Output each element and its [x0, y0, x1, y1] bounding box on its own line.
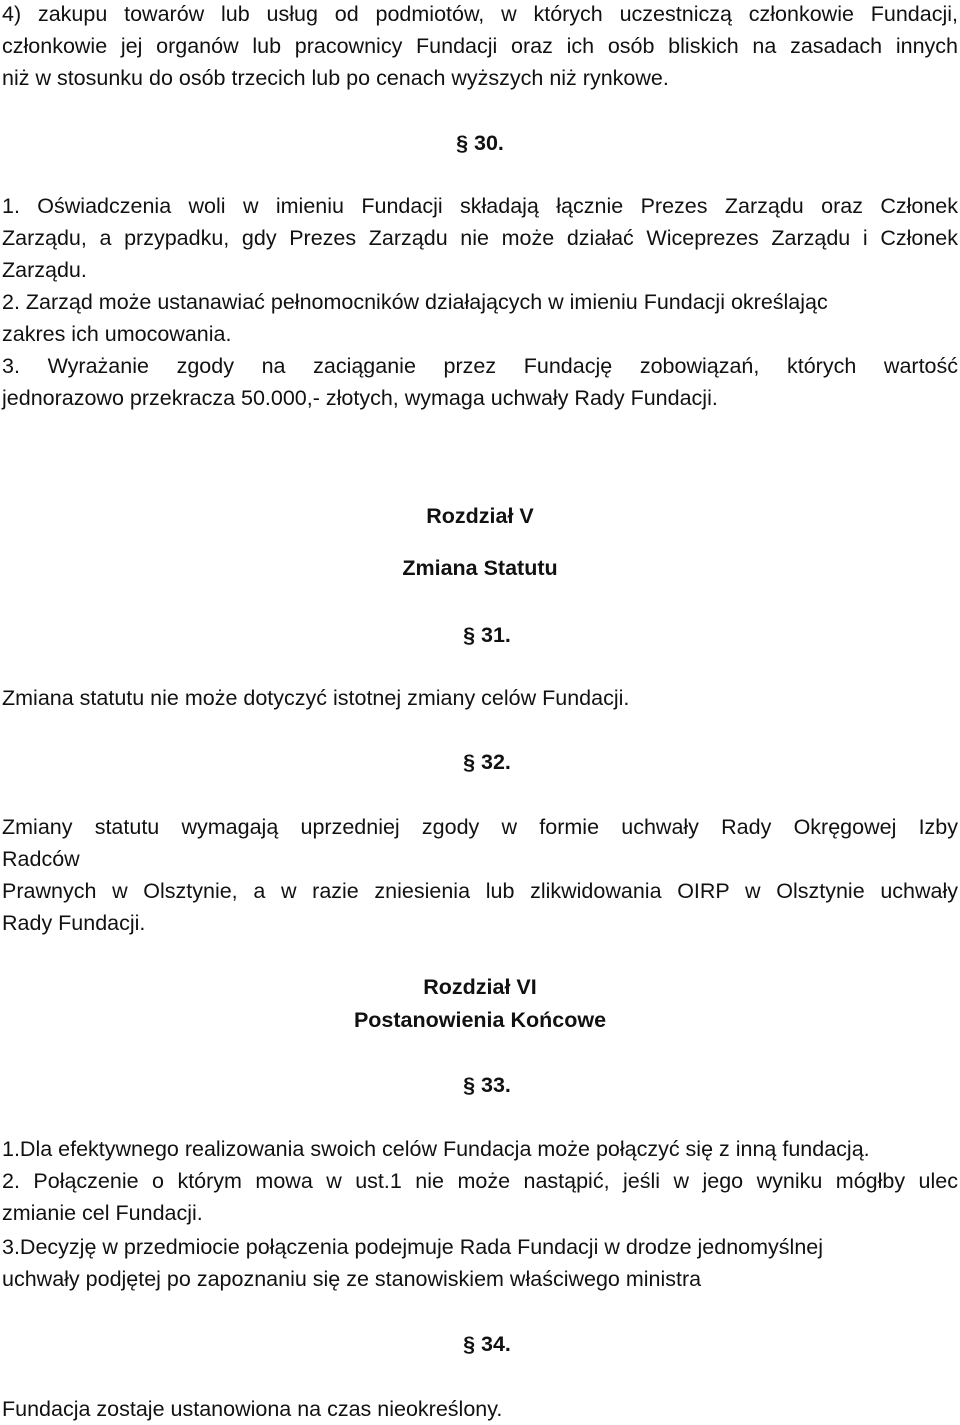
paragraph-line: 1. Oświadczenia woli w imieniu Fundacji składają łącznie Prezes Zarządu oraz Członek	[2, 194, 958, 218]
paragraph-line: Fundacja zostaje ustanowiona na czas nieokreślony.	[2, 1397, 503, 1421]
chapter-title: Rozdział VI	[423, 975, 537, 999]
paragraph-line: 3. Wyrażanie zgody na zaciąganie przez Fundację zobowiązań, których wartość	[2, 354, 958, 378]
section-heading-30: § 30.	[456, 131, 504, 155]
paragraph-line: zmianie cel Fundacji.	[2, 1201, 203, 1225]
paragraph-line: uchwały podjętej po zapoznaniu się ze stanowiskiem właściwego ministra	[2, 1267, 702, 1291]
chapter-title: Rozdział V	[426, 504, 534, 528]
paragraph-line: członkowie jej organów lub pracownicy Fundacji oraz ich osób bliskich na zasadach innych	[2, 34, 958, 58]
paragraph-line: 4) zakupu towarów lub usług od podmiotów, w których uczestniczą członkowie Fundacji,	[2, 2, 958, 26]
section-heading-33: § 33.	[463, 1073, 511, 1097]
chapter-subtitle: Zmiana Statutu	[402, 556, 558, 580]
paragraph-line: Zarządu.	[2, 258, 87, 282]
section-heading-31: § 31.	[463, 623, 511, 647]
paragraph-line: Zmiana statutu nie może dotyczyć istotnej zmiany celów Fundacji.	[2, 686, 630, 710]
paragraph-line: 2. Połączenie o którym mowa w ust.1 nie może nastąpić, jeśli w jego wyniku mógłby ulec	[2, 1169, 958, 1193]
paragraph-line: niż w stosunku do osób trzecich lub po cenach wyższych niż rynkowe.	[2, 66, 669, 90]
paragraph-line: jednorazowo przekracza 50.000,- złotych, wymaga uchwały Rady Fundacji.	[2, 386, 718, 410]
paragraph-line: 1.Dla efektywnego realizowania swoich celów Fundacja może połączyć się z inną fundacją.	[2, 1137, 870, 1161]
paragraph-line: zakres ich umocowania.	[2, 322, 232, 346]
paragraph-line: Zarządu, a przypadku, gdy Prezes Zarządu nie może działać Wiceprezes Zarządu i Członek	[2, 226, 958, 250]
section-heading-32: § 32.	[463, 750, 511, 774]
paragraph-line: Rady Fundacji.	[2, 911, 146, 935]
paragraph-line: 2. Zarząd może ustanawiać pełnomocników działających w imieniu Fundacji określając	[2, 290, 828, 314]
paragraph-line: Prawnych w Olsztynie, a w razie zniesienia lub zlikwidowania OIRP w Olsztynie uchwały	[2, 879, 958, 903]
paragraph-line: Zmiany statutu wymagają uprzedniej zgody w formie uchwały Rady Okręgowej Izby	[2, 815, 958, 839]
section-heading-34: § 34.	[463, 1332, 511, 1356]
paragraph-line: Radców	[2, 847, 80, 871]
paragraph-line: 3.Decyzję w przedmiocie połączenia podejmuje Rada Fundacji w drodze jednomyślnej	[2, 1235, 824, 1259]
chapter-subtitle: Postanowienia Końcowe	[353, 1008, 607, 1032]
